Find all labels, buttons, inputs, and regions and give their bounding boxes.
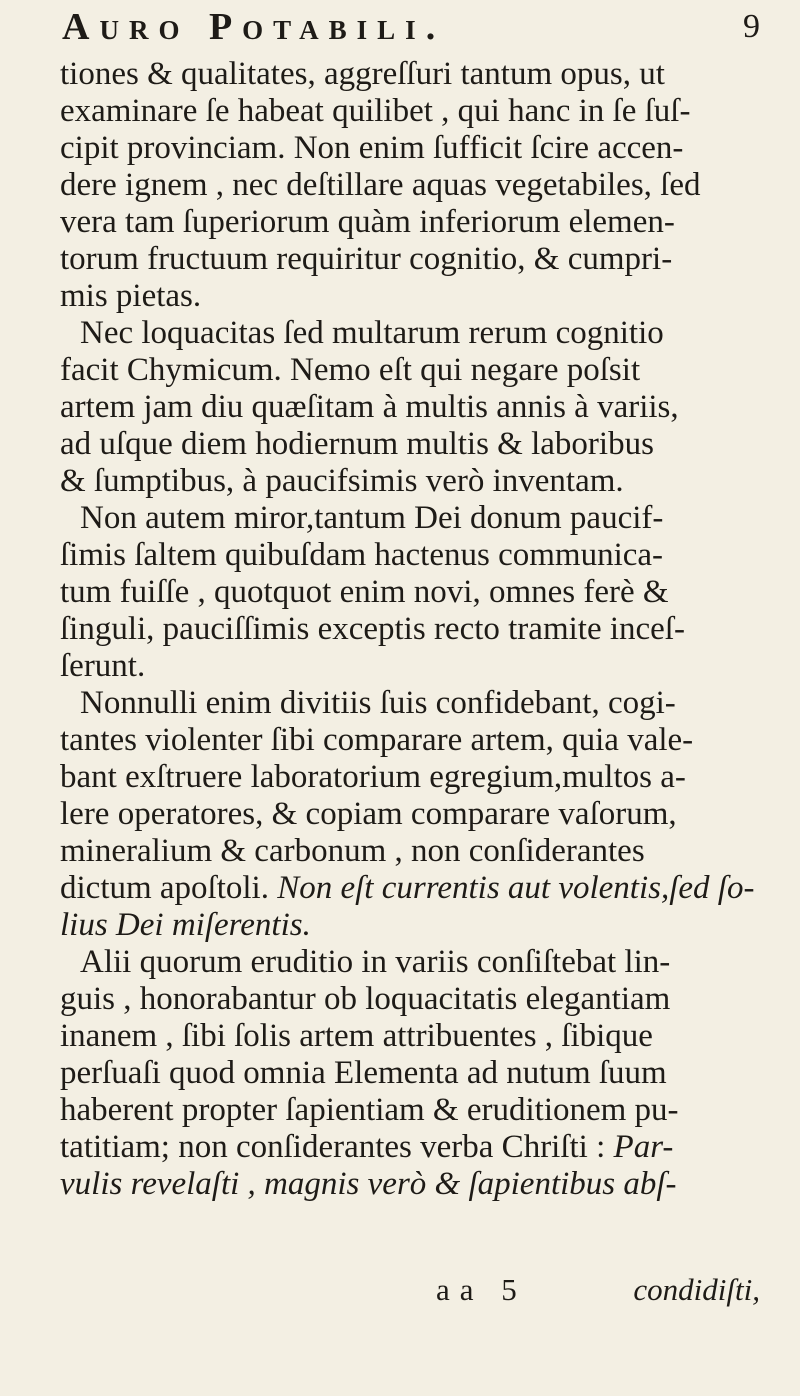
- text-line: [60, 1055, 780, 1092]
- text-line: [60, 648, 780, 685]
- text-line: [60, 907, 780, 944]
- text-line: [60, 389, 780, 426]
- page-header: [62, 4, 760, 50]
- text-line: [60, 130, 780, 167]
- signature-mark: aa 5: [436, 1272, 527, 1307]
- line-text: ad uſque diem hodiernum multis & laboribus: [60, 426, 654, 462]
- text-line: [60, 722, 780, 759]
- line-text: perſuaſi quod omnia Elementa ad nutum ſuum: [60, 1055, 667, 1091]
- text-line: [60, 315, 780, 352]
- text-line: [60, 241, 780, 278]
- line-text: Nonnulli enim divitiis ſuis confidebant, cogi-: [80, 685, 676, 721]
- line-text: ſimis ſaltem quibuſdam hactenus communica-: [60, 537, 664, 573]
- text-line: [60, 833, 780, 870]
- text-line: [60, 574, 780, 611]
- line-italic-text: Par-: [613, 1129, 674, 1165]
- line-text: Alii quorum eruditio in variis conſiſtebat lin-: [80, 944, 671, 980]
- catchword: condidiſti,: [633, 1272, 760, 1307]
- line-text: guis , honorabantur ob loquacitatis elegantiam: [60, 981, 671, 1017]
- text-line: [60, 204, 780, 241]
- text-line: [60, 1166, 780, 1203]
- line-text: bant exſtruere laboratorium egregium,multos a-: [60, 759, 686, 795]
- text-line: [60, 685, 780, 722]
- line-text: haberent propter ſapientiam & eruditionem pu-: [60, 1092, 679, 1128]
- line-text: dictum apoſtoli.: [60, 870, 278, 906]
- text-line: [60, 796, 780, 833]
- page-number: 9: [743, 8, 760, 45]
- line-text: cipit provinciam. Non enim ſufficit ſcire accen-: [60, 130, 684, 166]
- line-text: examinare ſe habeat quilibet , qui hanc in ſe ſuſ-: [60, 93, 691, 129]
- text-line: [60, 1018, 780, 1055]
- line-italic-text: Non eſt currentis aut volentis,ſed ſo-: [277, 870, 755, 906]
- text-line: [60, 167, 780, 204]
- text-line: [60, 463, 780, 500]
- text-block: [60, 56, 780, 1203]
- line-text: inanem , ſibi ſolis artem attribuentes , ſibique: [60, 1018, 653, 1054]
- line-text: facit Chymicum. Nemo eſt qui negare poſsit: [60, 352, 641, 388]
- line-text: dere ignem , nec deſtillare aquas vegetabiles, ſed: [60, 167, 701, 203]
- line-text: vera tam ſuperiorum quàm inferiorum elemen-: [60, 204, 675, 240]
- line-text: tatitiam; non conſiderantes verba Chriſti :: [60, 1129, 614, 1165]
- text-line: [60, 944, 780, 981]
- text-line: [60, 93, 780, 130]
- line-text: tantes violenter ſibi comparare artem, quia vale-: [60, 722, 694, 758]
- text-line: [60, 759, 780, 796]
- line-text: mineralium & carbonum , non conſiderantes: [60, 833, 645, 869]
- line-text: & ſumptibus, à paucifsimis verò inventam.: [60, 463, 624, 499]
- text-line: [60, 352, 780, 389]
- line-text: mis pietas.: [60, 278, 202, 314]
- page-footer: [60, 1272, 760, 1312]
- line-text: Non autem miror,tantum Dei donum paucif-: [80, 500, 664, 536]
- line-text: artem jam diu quæſitam à multis annis à variis,: [60, 389, 679, 425]
- text-line: [60, 56, 780, 93]
- running-title: Auro Potabili.: [62, 6, 446, 48]
- line-italic-text: lius Dei miſerentis.: [60, 907, 311, 943]
- text-line: [60, 1129, 780, 1166]
- line-text: ſerunt.: [60, 648, 146, 684]
- line-text: Nec loquacitas ſed multarum rerum cognitio: [80, 315, 664, 351]
- line-text: torum fructuum requiritur cognitio, & cumpri-: [60, 241, 673, 277]
- text-line: [60, 537, 780, 574]
- text-line: [60, 278, 780, 315]
- text-line: [60, 500, 780, 537]
- text-line: [60, 1092, 780, 1129]
- line-italic-text: vulis revelaſti , magnis verò & ſapientibus abſ-: [60, 1166, 677, 1202]
- line-text: lere operatores, & copiam comparare vaſorum,: [60, 796, 677, 832]
- text-line: [60, 981, 780, 1018]
- line-text: ſinguli, pauciſſimis exceptis recto tramite inceſ-: [60, 611, 685, 647]
- line-text: tum fuiſſe , quotquot enim novi, omnes ferè &: [60, 574, 669, 610]
- text-line: [60, 870, 780, 907]
- text-line: [60, 611, 780, 648]
- text-line: [60, 426, 780, 463]
- line-text: tiones & qualitates, aggreſſuri tantum opus, ut: [60, 56, 665, 92]
